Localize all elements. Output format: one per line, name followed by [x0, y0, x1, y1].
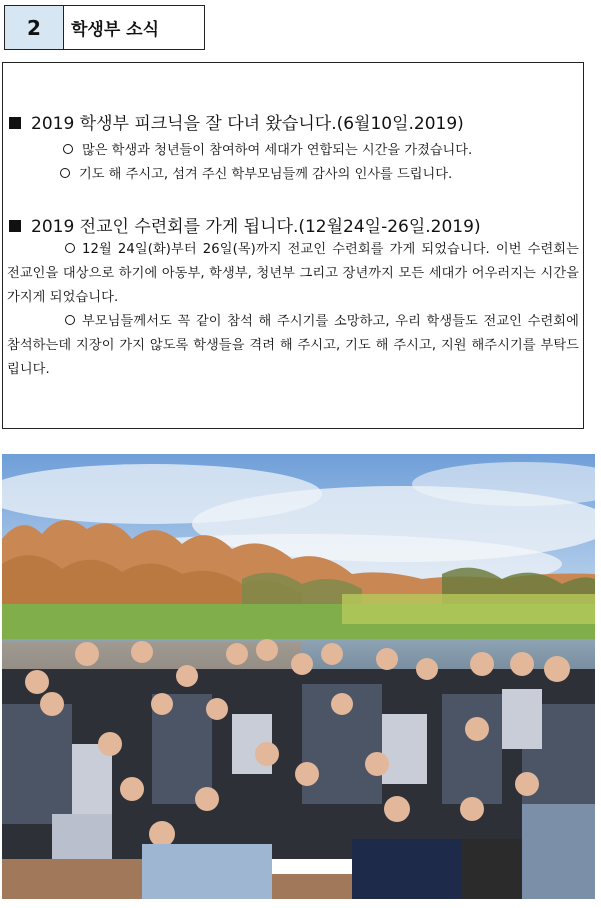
group-photo	[2, 454, 595, 899]
news-paragraph	[7, 238, 579, 310]
news-item-text: 많은 학생과 청년들이 참여하여 세대가 연합되는 시간을 가졌습니다.	[82, 143, 473, 158]
news-paragraph	[7, 310, 579, 382]
group-photo-image	[2, 454, 595, 899]
black-square-bullet-icon	[9, 117, 21, 129]
circle-bullet-icon	[60, 168, 70, 178]
circle-bullet-icon	[65, 315, 75, 325]
news-heading-picnic	[9, 109, 464, 134]
news-item	[60, 163, 452, 182]
news-heading-retreat	[9, 212, 481, 237]
section-header	[4, 5, 205, 50]
news-paragraph-text: 부모님들께서도 꼭 같이 참석 해 주시기를 소망하고, 우리 학생들도 전교인 수련회에 참석하는데 지장이 가지 않도록 학생들을 격려 해 주시고, 기도 해 주시고, 지원 해주시기를 부탁드립니다.	[7, 314, 579, 377]
circle-bullet-icon	[65, 243, 75, 253]
news-heading-text: 2019 학생부 피크닉을 잘 다녀 왔습니다.(6월10일.2019)	[31, 114, 464, 134]
news-item-text: 기도 해 주시고, 섬겨 주신 학부모님들께 감사의 인사를 드립니다.	[79, 167, 453, 182]
news-paragraph-text: 12월 24일(화)부터 26일(목)까지 전교인 수련회를 가게 되었습니다. 이번 수련회는 전교인을 대상으로 하기에 아동부, 학생부, 청년부 그리고 장년까지 모든 세대가 어우러지는 시간을 가지게 되었습니다.	[7, 242, 579, 305]
circle-bullet-icon	[63, 144, 73, 154]
section-title: 학생부 소식	[71, 20, 160, 40]
black-square-bullet-icon	[9, 220, 21, 232]
news-heading-text: 2019 전교인 수련회를 가게 됩니다.(12월24일-26일.2019)	[31, 217, 481, 237]
section-number: 2	[5, 6, 64, 49]
news-item	[63, 139, 472, 158]
notice-box	[2, 62, 584, 429]
